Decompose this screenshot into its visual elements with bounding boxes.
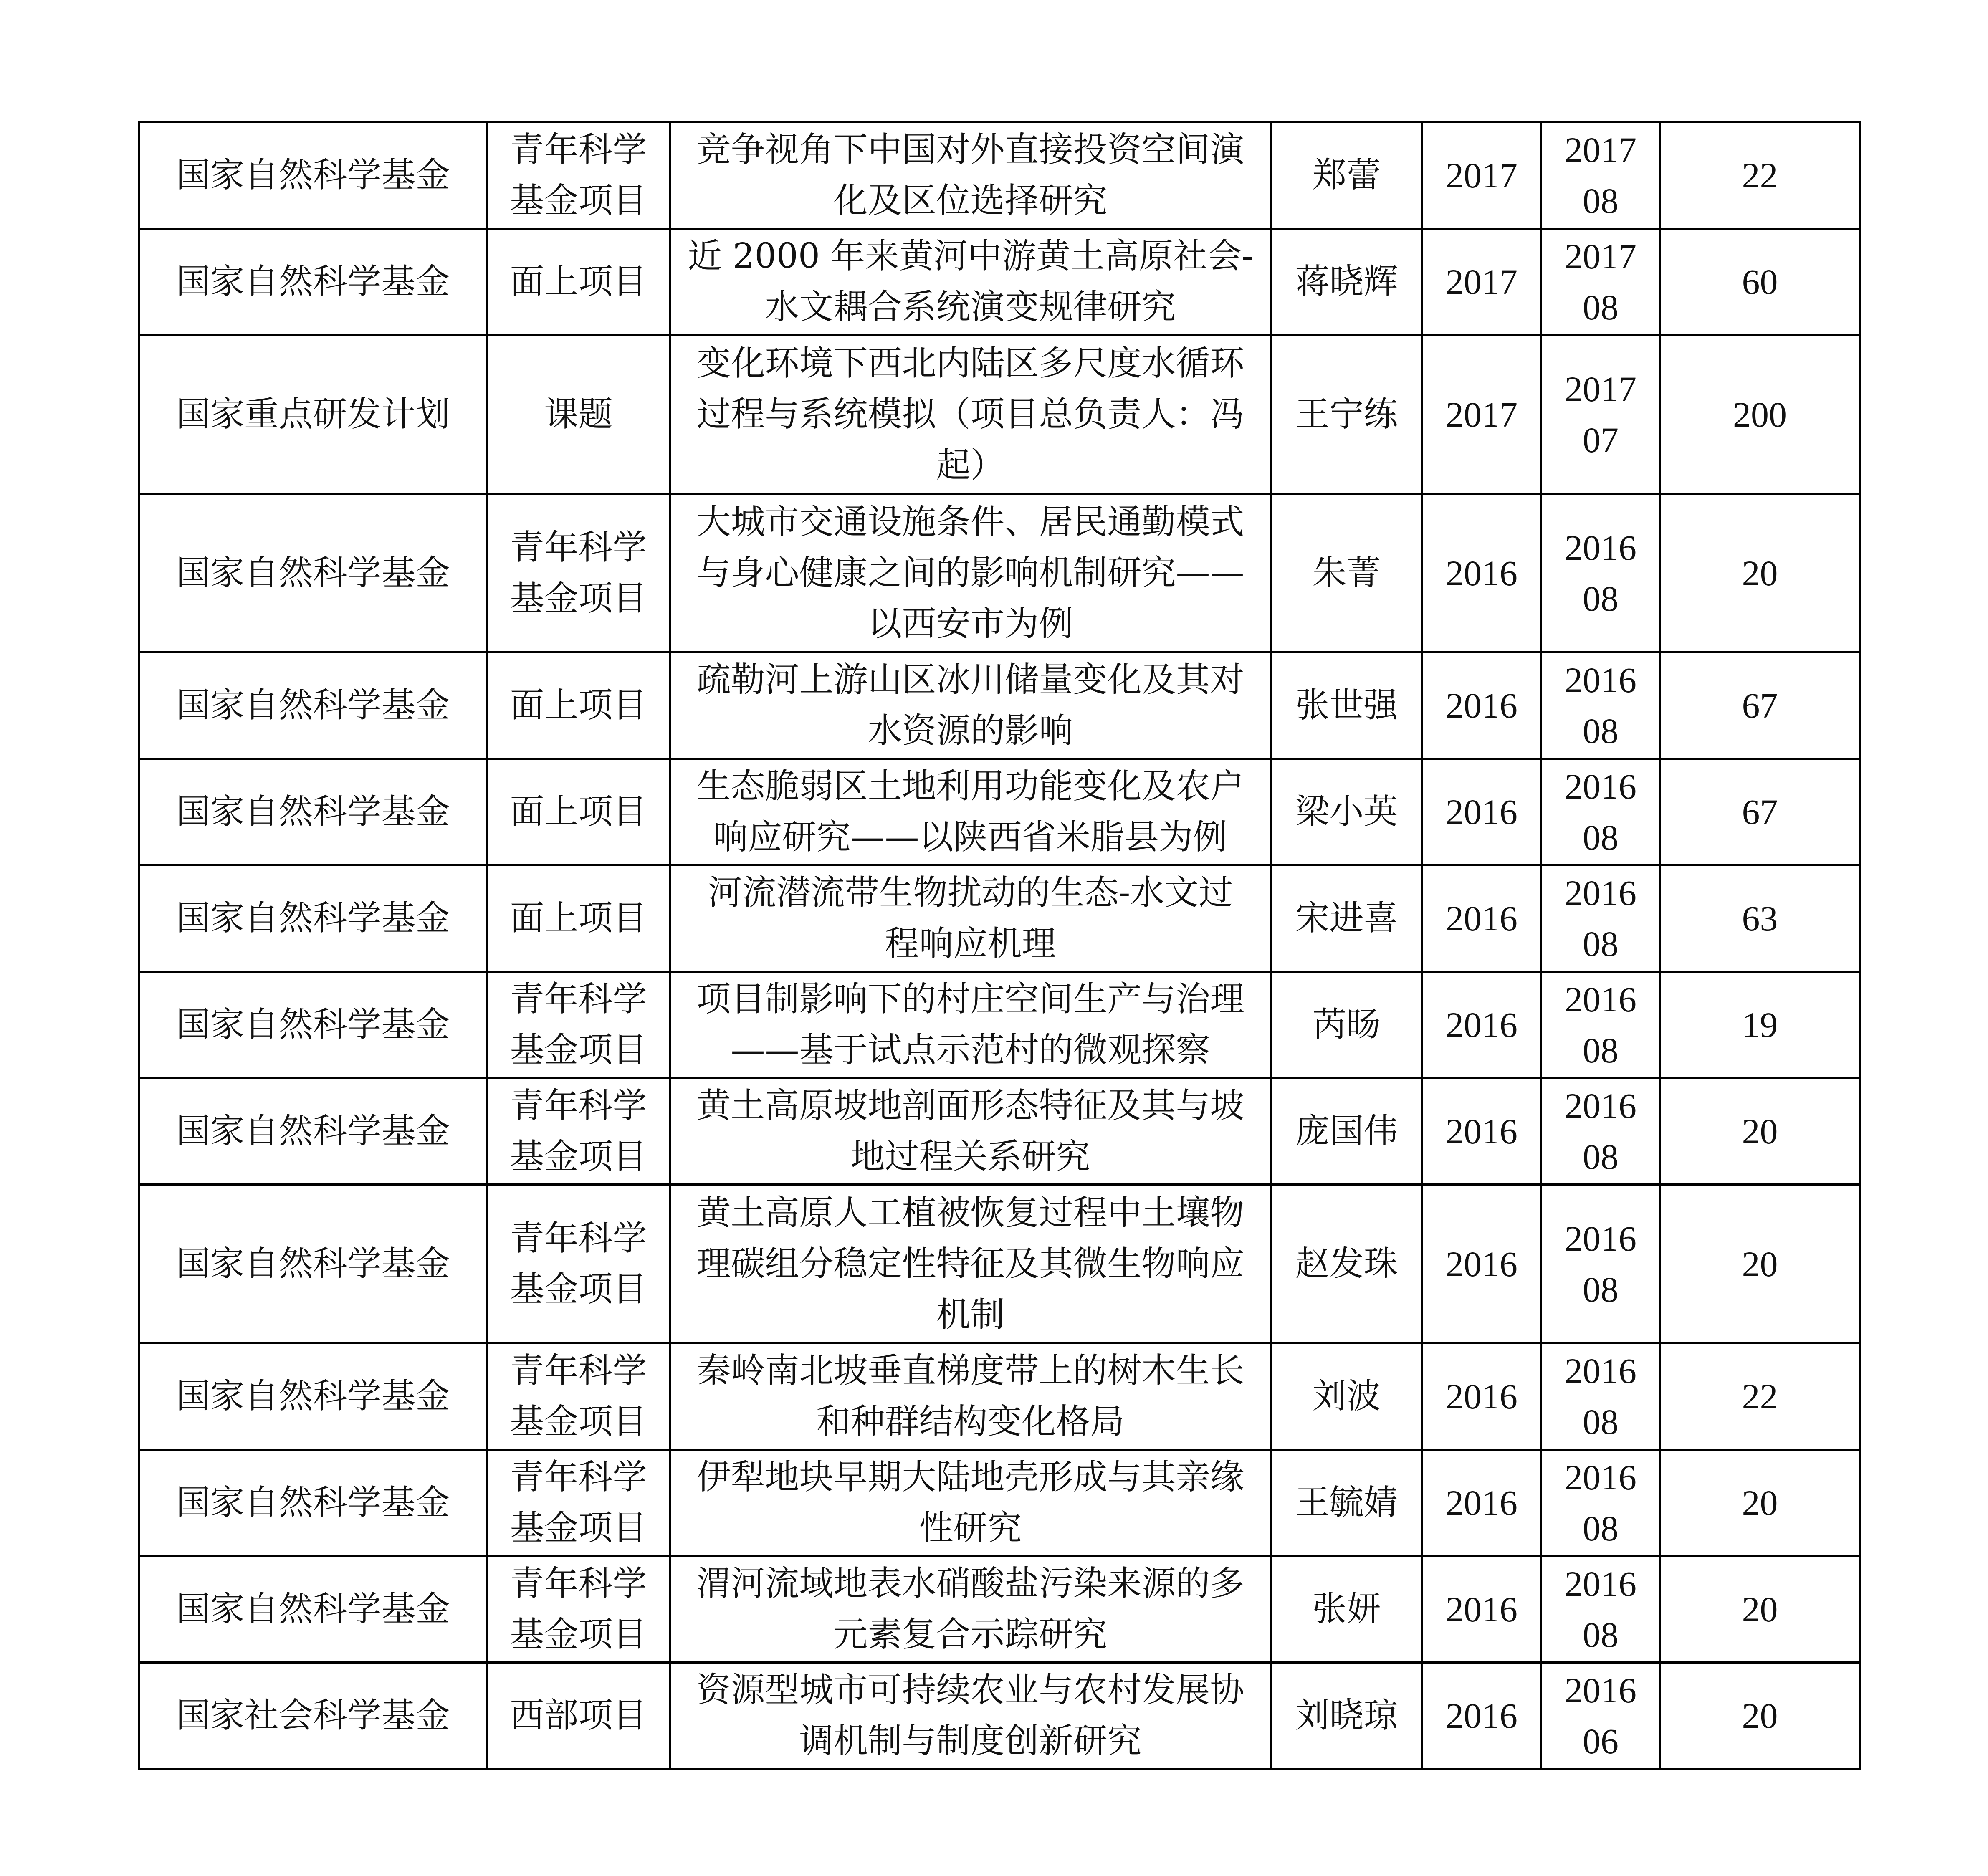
cell-amount: 22	[1660, 122, 1860, 229]
cell-year: 2016	[1422, 972, 1541, 1078]
cell-date: 2016 08	[1541, 1450, 1660, 1556]
cell-type: 青年科学 基金项目	[487, 1343, 670, 1450]
cell-amount: 67	[1660, 652, 1860, 759]
cell-source: 国家自然科学基金	[139, 1556, 487, 1663]
cell-type: 青年科学 基金项目	[487, 494, 670, 652]
cell-amount: 20	[1660, 1450, 1860, 1556]
cell-amount: 20	[1660, 1663, 1860, 1769]
cell-year: 2016	[1422, 1663, 1541, 1769]
cell-title: 项目制影响下的村庄空间生产与治理 ——基于试点示范村的微观探察	[670, 972, 1271, 1078]
cell-date: 2016 08	[1541, 972, 1660, 1078]
cell-type: 面上项目	[487, 229, 670, 335]
table-row	[139, 335, 1860, 494]
cell-type: 面上项目	[487, 759, 670, 865]
cell-year: 2016	[1422, 494, 1541, 652]
funding-table	[138, 121, 1861, 1770]
table-row	[139, 229, 1860, 335]
cell-year: 2016	[1422, 1556, 1541, 1663]
cell-leader: 梁小英	[1271, 759, 1422, 865]
cell-source: 国家自然科学基金	[139, 1343, 487, 1450]
table-row	[139, 122, 1860, 229]
table-row	[139, 1078, 1860, 1185]
cell-type: 青年科学 基金项目	[487, 1556, 670, 1663]
cell-leader: 王毓婧	[1271, 1450, 1422, 1556]
cell-date: 2016 08	[1541, 1343, 1660, 1450]
cell-date: 2016 06	[1541, 1663, 1660, 1769]
cell-title: 黄土高原坡地剖面形态特征及其与坡 地过程关系研究	[670, 1078, 1271, 1185]
cell-leader: 张世强	[1271, 652, 1422, 759]
cell-type: 课题	[487, 335, 670, 494]
table-row	[139, 1185, 1860, 1343]
table-row	[139, 494, 1860, 652]
cell-type: 青年科学 基金项目	[487, 122, 670, 229]
cell-year: 2016	[1422, 652, 1541, 759]
cell-date: 2016 08	[1541, 494, 1660, 652]
cell-title: 河流潜流带生物扰动的生态-水文过 程响应机理	[670, 865, 1271, 972]
cell-date: 2016 08	[1541, 865, 1660, 972]
cell-year: 2017	[1422, 335, 1541, 494]
cell-date: 2016 08	[1541, 1078, 1660, 1185]
cell-leader: 郑蕾	[1271, 122, 1422, 229]
cell-amount: 22	[1660, 1343, 1860, 1450]
cell-year: 2016	[1422, 759, 1541, 865]
cell-year: 2016	[1422, 1450, 1541, 1556]
cell-type: 青年科学 基金项目	[487, 972, 670, 1078]
cell-source: 国家自然科学基金	[139, 494, 487, 652]
cell-amount: 20	[1660, 494, 1860, 652]
table-row	[139, 1450, 1860, 1556]
cell-source: 国家自然科学基金	[139, 1185, 487, 1343]
cell-amount: 60	[1660, 229, 1860, 335]
cell-date: 2016 08	[1541, 759, 1660, 865]
cell-date: 2017 07	[1541, 335, 1660, 494]
cell-year: 2016	[1422, 1343, 1541, 1450]
cell-amount: 67	[1660, 759, 1860, 865]
cell-source: 国家社会科学基金	[139, 1663, 487, 1769]
cell-amount: 20	[1660, 1556, 1860, 1663]
cell-title: 大城市交通设施条件、居民通勤模式 与身心健康之间的影响机制研究—— 以西安市为例	[670, 494, 1271, 652]
cell-date: 2016 08	[1541, 1185, 1660, 1343]
cell-leader: 张妍	[1271, 1556, 1422, 1663]
cell-source: 国家自然科学基金	[139, 759, 487, 865]
cell-title: 竞争视角下中国对外直接投资空间演 化及区位选择研究	[670, 122, 1271, 229]
cell-source: 国家自然科学基金	[139, 229, 487, 335]
cell-source: 国家自然科学基金	[139, 972, 487, 1078]
cell-title: 生态脆弱区土地利用功能变化及农户 响应研究——以陕西省米脂县为例	[670, 759, 1271, 865]
cell-year: 2017	[1422, 122, 1541, 229]
cell-amount: 19	[1660, 972, 1860, 1078]
cell-type: 青年科学 基金项目	[487, 1078, 670, 1185]
cell-source: 国家重点研发计划	[139, 335, 487, 494]
cell-source: 国家自然科学基金	[139, 652, 487, 759]
cell-date: 2016 08	[1541, 1556, 1660, 1663]
cell-leader: 赵发珠	[1271, 1185, 1422, 1343]
cell-source: 国家自然科学基金	[139, 1450, 487, 1556]
table-row	[139, 759, 1860, 865]
cell-year: 2016	[1422, 865, 1541, 972]
cell-title: 渭河流域地表水硝酸盐污染来源的多 元素复合示踪研究	[670, 1556, 1271, 1663]
table-row	[139, 865, 1860, 972]
cell-leader: 刘波	[1271, 1343, 1422, 1450]
cell-title: 资源型城市可持续农业与农村发展协 调机制与制度创新研究	[670, 1663, 1271, 1769]
cell-date: 2016 08	[1541, 652, 1660, 759]
cell-source: 国家自然科学基金	[139, 865, 487, 972]
cell-type: 面上项目	[487, 652, 670, 759]
cell-source: 国家自然科学基金	[139, 122, 487, 229]
cell-title: 疏勒河上游山区冰川储量变化及其对 水资源的影响	[670, 652, 1271, 759]
cell-leader: 庞国伟	[1271, 1078, 1422, 1185]
cell-title: 黄土高原人工植被恢复过程中土壤物 理碳组分稳定性特征及其微生物响应 机制	[670, 1185, 1271, 1343]
table-body	[139, 122, 1860, 1769]
cell-leader: 朱菁	[1271, 494, 1422, 652]
cell-type: 面上项目	[487, 865, 670, 972]
cell-type: 青年科学 基金项目	[487, 1185, 670, 1343]
cell-source: 国家自然科学基金	[139, 1078, 487, 1185]
cell-title: 伊犁地块早期大陆地壳形成与其亲缘 性研究	[670, 1450, 1271, 1556]
table-row	[139, 652, 1860, 759]
cell-leader: 王宁练	[1271, 335, 1422, 494]
cell-leader: 蒋晓辉	[1271, 229, 1422, 335]
cell-title: 变化环境下西北内陆区多尺度水循环 过程与系统模拟（项目总负责人：冯 起）	[670, 335, 1271, 494]
cell-date: 2017 08	[1541, 229, 1660, 335]
cell-type: 青年科学 基金项目	[487, 1450, 670, 1556]
cell-year: 2017	[1422, 229, 1541, 335]
cell-title: 近 2000 年来黄河中游黄土高原社会- 水文耦合系统演变规律研究	[670, 229, 1271, 335]
cell-year: 2016	[1422, 1078, 1541, 1185]
cell-type: 西部项目	[487, 1663, 670, 1769]
cell-leader: 刘晓琼	[1271, 1663, 1422, 1769]
cell-amount: 20	[1660, 1185, 1860, 1343]
cell-amount: 200	[1660, 335, 1860, 494]
table-row	[139, 1663, 1860, 1769]
table-row	[139, 1556, 1860, 1663]
cell-amount: 20	[1660, 1078, 1860, 1185]
cell-leader: 芮旸	[1271, 972, 1422, 1078]
cell-leader: 宋进喜	[1271, 865, 1422, 972]
cell-date: 2017 08	[1541, 122, 1660, 229]
cell-amount: 63	[1660, 865, 1860, 972]
table-row	[139, 1343, 1860, 1450]
cell-title: 秦岭南北坡垂直梯度带上的树木生长 和种群结构变化格局	[670, 1343, 1271, 1450]
table-row	[139, 972, 1860, 1078]
cell-year: 2016	[1422, 1185, 1541, 1343]
